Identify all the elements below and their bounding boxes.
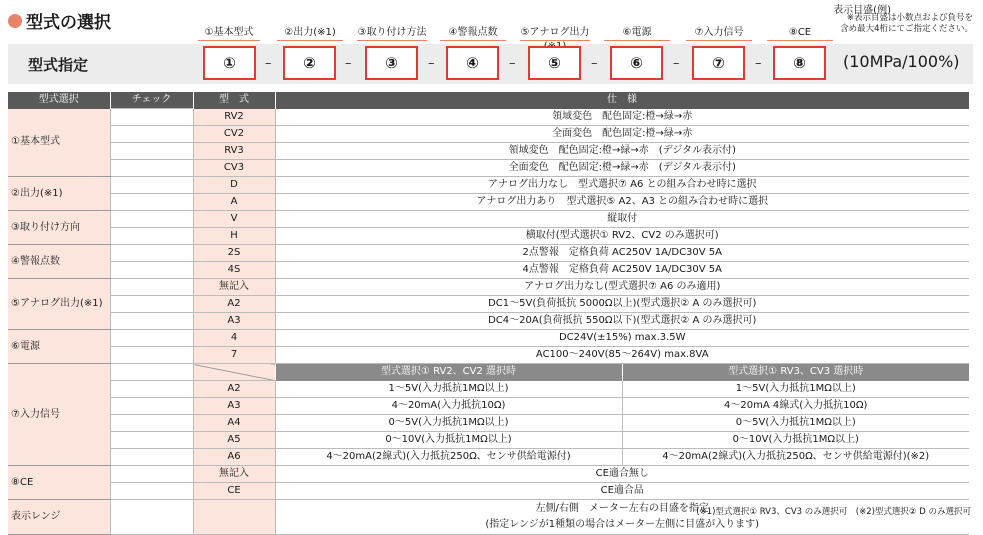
spec-text: 4点警報 定格負荷 AC250V 1A/DC30V 5A <box>275 262 969 279</box>
example-note-line2: 含め最大4桁にてご指定ください。 <box>840 24 973 34</box>
model-spec-label: 型式指定 <box>28 56 89 74</box>
table-row <box>8 143 969 160</box>
check-cell[interactable] <box>110 313 193 330</box>
header-check: チェック <box>110 92 193 109</box>
input-sub-header-left: 型式選択① RV2、CV2 選択時 <box>275 364 622 381</box>
check-cell[interactable] <box>110 262 193 279</box>
header-selection: 型式選択 <box>8 92 110 109</box>
table-row <box>8 381 969 398</box>
model-code: 4 <box>193 330 275 347</box>
input-spec-left: 0～5V(入力抵抗1MΩ以上) <box>275 415 622 432</box>
spec-text: 縦取付 <box>275 211 969 228</box>
model-code: CE <box>193 483 275 500</box>
check-cell[interactable] <box>110 483 193 500</box>
check-cell[interactable] <box>110 415 193 432</box>
spec-box-2[interactable]: ② <box>283 46 336 80</box>
input-spec-left: 4～20mA(入力抵抗10Ω) <box>275 398 622 415</box>
spec-text: 領域変色 配色固定:橙→緑→赤 <box>275 109 969 126</box>
spec-box-5[interactable]: ⑤ <box>528 46 581 80</box>
table-row <box>8 347 969 364</box>
spec-box-8[interactable]: ⑧ <box>773 46 826 80</box>
spec-text: DC1～5V(負荷抵抗 5000Ω以上)(型式選択② A のみ選択可) <box>275 296 969 313</box>
table-row <box>8 194 969 211</box>
table-row <box>8 279 969 296</box>
model-code: 7 <box>193 347 275 364</box>
spec-text: アナログ出力なし 型式選択⑦ A6 との組み合わせ時に選択 <box>275 177 969 194</box>
example-note-line1: ※表示目盛は小数点および負号を <box>846 13 973 23</box>
group-mounting: ③取り付け方向 <box>8 211 110 245</box>
table-row <box>8 228 969 245</box>
example-title: 表示目盛(例) <box>833 5 891 16</box>
spec-header-4: ④警報点数 <box>440 26 506 41</box>
table-row <box>8 415 969 432</box>
check-cell[interactable] <box>110 279 193 296</box>
model-code: A3 <box>193 313 275 330</box>
model-code-blank <box>193 500 275 535</box>
footnote: (※1)型式選択① RV3、CV3 のみ選択可 (※2)型式選択② D のみ選択可 <box>696 507 971 517</box>
check-cell[interactable] <box>110 466 193 483</box>
check-cell[interactable] <box>110 500 193 535</box>
section-title-text: 型式の選択 <box>26 13 111 33</box>
spec-text: アナログ出力あり 型式選択⑤ A2、A3 との組み合わせ時に選択 <box>275 194 969 211</box>
spec-text: DC4～20A(負荷抵抗 550Ω以下)(型式選択② A のみ選択可) <box>275 313 969 330</box>
spec-box-7[interactable]: ⑦ <box>692 46 745 80</box>
model-code: A2 <box>193 381 275 398</box>
dash-5: – <box>591 56 598 71</box>
input-spec-right: 4～20mA 4線式(入力抵抗10Ω) <box>622 398 969 415</box>
table-row <box>8 432 969 449</box>
dash-7: – <box>755 56 762 71</box>
input-spec-right: 0～5V(入力抵抗1MΩ以上) <box>622 415 969 432</box>
spec-header-6: ⑥電源 <box>604 26 670 41</box>
model-code: 無記入 <box>193 279 275 296</box>
spec-box-3[interactable]: ③ <box>365 46 418 80</box>
spec-box-4[interactable]: ④ <box>446 46 499 80</box>
model-code: 2S <box>193 245 275 262</box>
model-code: D <box>193 177 275 194</box>
table-row <box>8 262 969 279</box>
table-header-row <box>8 92 969 109</box>
model-code: V <box>193 211 275 228</box>
spec-text: 全面変色 配色固定:橙→緑→赤 <box>275 126 969 143</box>
dash-6: – <box>673 56 680 71</box>
display-range-line1: 左側/右側 メーター左右の目盛を指定 <box>535 503 709 514</box>
spec-header-3: ③取り付け方法 <box>357 26 427 41</box>
spec-header-5: ⑤アナログ出力 <box>520 26 590 41</box>
display-range-line2: (指定レンジが1種類の場合はメーター左側に目盛が入ります) <box>485 519 760 530</box>
spec-text: DC24V(±15%) max.3.5W <box>275 330 969 347</box>
spec-box-1[interactable]: ① <box>203 46 256 80</box>
model-selection-table <box>8 92 970 535</box>
table-row <box>8 245 969 262</box>
example-value: (10MPa/100%) <box>843 52 960 71</box>
table-row <box>8 330 969 347</box>
group-alarm: ④警報点数 <box>8 245 110 279</box>
table-row <box>8 398 969 415</box>
check-cell[interactable] <box>110 245 193 262</box>
dash-2: – <box>345 56 352 71</box>
spec-header-8: ⑧CE <box>767 26 833 41</box>
header-model: 型 式 <box>193 92 275 109</box>
spec-text: アナログ出力なし(型式選択⑦ A6 のみ適用) <box>275 279 969 296</box>
input-spec-left: 0～10V(入力抵抗1MΩ以上) <box>275 432 622 449</box>
spec-text: AC100～240V(85～264V) max.8VA <box>275 347 969 364</box>
table-row <box>8 160 969 177</box>
model-code: A4 <box>193 415 275 432</box>
table-row <box>8 449 969 466</box>
spec-text: 領域変色 配色固定:橙→緑→赤 (デジタル表示付) <box>275 143 969 160</box>
table-row <box>8 364 969 381</box>
check-cell[interactable] <box>110 160 193 177</box>
check-cell[interactable] <box>110 398 193 415</box>
table-row <box>8 313 969 330</box>
table-row <box>8 109 969 126</box>
input-spec-right: 1～5V(入力抵抗1MΩ以上) <box>622 381 969 398</box>
group-power: ⑥電源 <box>8 330 110 364</box>
spec-text: CE適合無し <box>275 466 969 483</box>
check-cell[interactable] <box>110 109 193 126</box>
check-cell[interactable] <box>110 330 193 347</box>
group-basic-model: ①基本型式 <box>8 109 110 177</box>
input-spec-right: 4～20mA(2線式)(入力抵抗250Ω、センサ供給電源付)(※2) <box>622 449 969 466</box>
model-code: CV2 <box>193 126 275 143</box>
group-ce: ⑧CE <box>8 466 110 500</box>
check-cell[interactable] <box>110 177 193 194</box>
model-code: RV3 <box>193 143 275 160</box>
input-spec-right: 0～10V(入力抵抗1MΩ以上) <box>622 432 969 449</box>
check-cell[interactable] <box>110 126 193 143</box>
input-spec-left: 4～20mA(2線式)(入力抵抗250Ω、センサ供給電源付) <box>275 449 622 466</box>
dash-3: – <box>428 56 435 71</box>
group-analog-output: ⑤アナログ出力(※1) <box>8 279 110 330</box>
check-cell[interactable] <box>110 449 193 466</box>
model-code: 無記入 <box>193 466 275 483</box>
model-code: A <box>193 194 275 211</box>
model-code: H <box>193 228 275 245</box>
check-cell[interactable] <box>110 347 193 364</box>
model-code: A5 <box>193 432 275 449</box>
model-code: CV3 <box>193 160 275 177</box>
spec-text: 2点警報 定格負荷 AC250V 1A/DC30V 5A <box>275 245 969 262</box>
table-row <box>8 466 969 483</box>
model-code-blank <box>193 364 275 381</box>
table-row <box>8 296 969 313</box>
model-code: A2 <box>193 296 275 313</box>
check-cell[interactable] <box>110 228 193 245</box>
check-cell[interactable] <box>110 381 193 398</box>
table-row <box>8 483 969 500</box>
input-spec-left: 1～5V(入力抵抗1MΩ以上) <box>275 381 622 398</box>
check-cell[interactable] <box>110 211 193 228</box>
table-row <box>8 211 969 228</box>
input-sub-header-right: 型式選択① RV3、CV3 選択時 <box>622 364 969 381</box>
bullet-icon <box>8 14 22 28</box>
header-spec: 仕 様 <box>275 92 969 109</box>
model-code: 4S <box>193 262 275 279</box>
check-cell[interactable] <box>110 143 193 160</box>
example-note <box>840 13 973 35</box>
check-cell <box>110 364 193 381</box>
dash-1: – <box>265 56 272 71</box>
spec-text: 横取付(型式選択① RV2、CV2 のみ選択可) <box>275 228 969 245</box>
table-row <box>8 126 969 143</box>
model-code: RV2 <box>193 109 275 126</box>
spec-header-7: ⑦入力信号 <box>686 26 752 41</box>
model-code: A3 <box>193 398 275 415</box>
spec-header-2: ②出力(※1) <box>277 26 343 41</box>
group-display-range: 表示レンジ <box>8 500 110 535</box>
section-title <box>8 8 111 33</box>
group-input-signal: ⑦入力信号 <box>8 364 110 466</box>
spec-header-1: ①基本型式 <box>198 26 260 41</box>
check-cell[interactable] <box>110 432 193 449</box>
group-output: ②出力(※1) <box>8 177 110 211</box>
spec-text: 全面変色 配色固定:橙→緑→赤 (デジタル表示付) <box>275 160 969 177</box>
spec-text: CE適合品 <box>275 483 969 500</box>
table-row <box>8 177 969 194</box>
dash-4: – <box>509 56 516 71</box>
model-code: A6 <box>193 449 275 466</box>
spec-box-6[interactable]: ⑥ <box>610 46 663 80</box>
check-cell[interactable] <box>110 296 193 313</box>
check-cell[interactable] <box>110 194 193 211</box>
